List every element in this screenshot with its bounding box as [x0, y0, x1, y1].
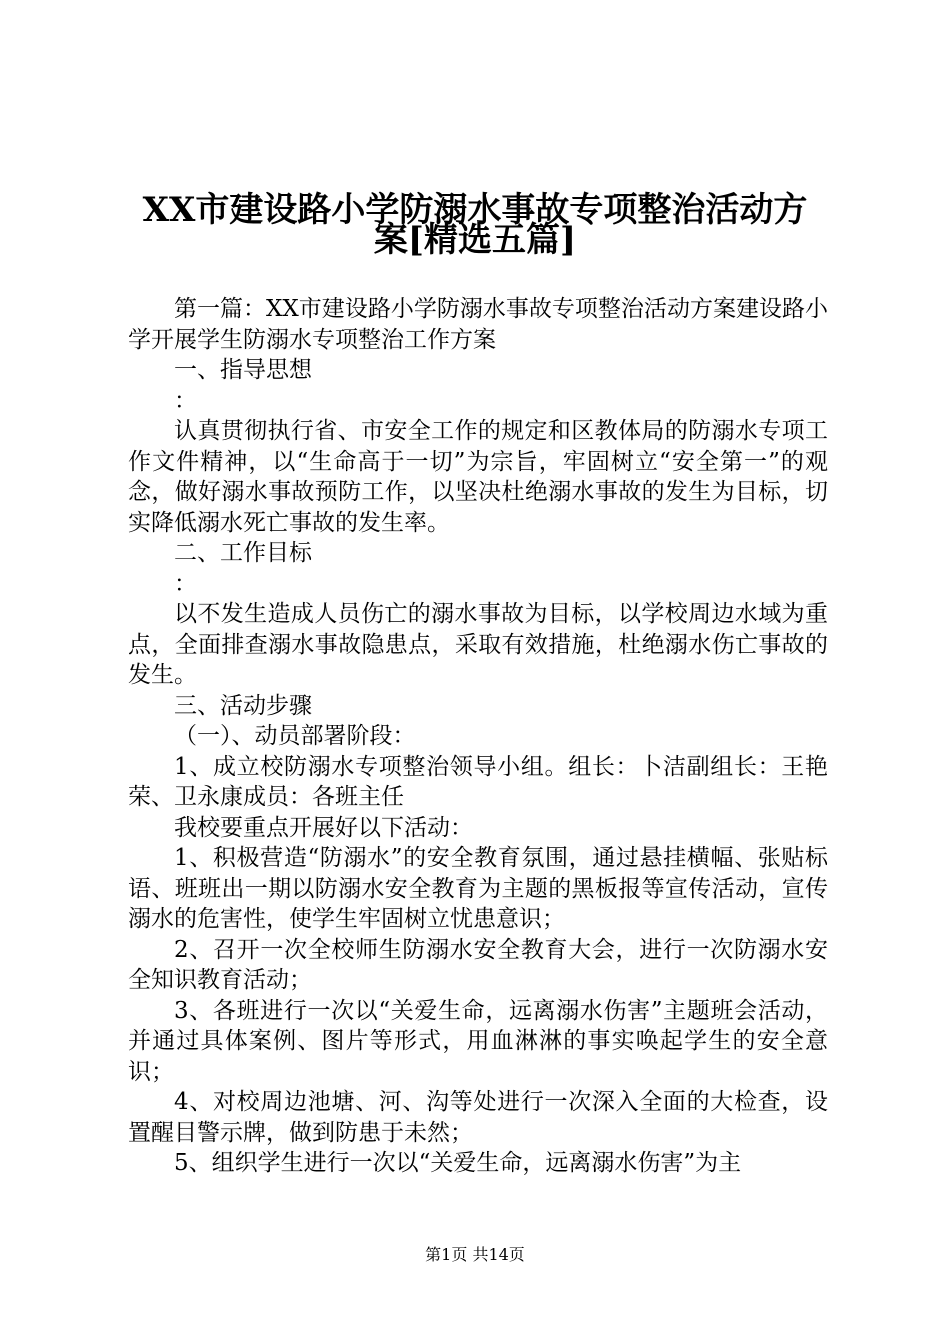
section-heading: 二、工作目标	[174, 540, 312, 566]
subsection-heading: （一）、动员部署阶段：	[174, 723, 416, 749]
paragraph: 认真贯彻执行省、市安全工作的规定和区教体局的防溺水专项工作文件精神，以“生命高于一切”为宗旨，牢固树立“安全第一”的观念，做好溺水事故预防工作，以坚决杜绝溺水事故的发生为目标，切实降低溺水死亡事故的发生率。	[128, 418, 828, 536]
colon-line: ：	[174, 570, 197, 597]
section-heading: 一、指导思想	[174, 357, 312, 383]
colon-line: ：	[174, 387, 197, 414]
paragraph: 以不发生造成人员伤亡的溺水事故为目标，以学校周边水域为重点，全面排查溺水事故隐患点，采取有效措施，杜绝溺水伤亡事故的发生。	[128, 601, 828, 688]
section-heading: 三、活动步骤	[174, 692, 312, 719]
paragraph: 第一篇：XX市建设路小学防溺水事故专项整治活动方案建设路小学开展学生防溺水专项整治工作方案	[128, 296, 828, 353]
list-item: 4、对校周边池塘、河、沟等处进行一次深入全面的大检查，设置醒目警示牌，做到防患于未然；	[128, 1089, 828, 1146]
paragraph: 我校要重点开展好以下活动：	[174, 814, 473, 841]
document-title-line-1: XX市建设路小学防溺水事故专项整治活动方	[142, 190, 808, 230]
list-item: 3、各班进行一次以“关爱生命，远离溺水伤害”主题班会活动，并通过具体案例、图片等形式，用血淋淋的事实唤起学生的安全意识；	[128, 997, 828, 1085]
list-item: 1、积极营造“防溺水”的安全教育氛围，通过悬挂横幅、张贴标语、班班出一期以防溺水安全教育为主题的黑板报等宣传活动，宣传溺水的危害性，使学生牢固树立忧患意识；	[128, 845, 828, 932]
list-item: 2、召开一次全校师生防溺水安全教育大会，进行一次防溺水安全知识教育活动；	[128, 936, 828, 993]
page-footer: 第1页 共14页	[425, 1245, 525, 1264]
document-title-line-2: 案[精选五篇]	[373, 220, 577, 260]
document-body	[128, 294, 828, 1179]
paragraph: 1、成立校防溺水专项整治领导小组。组长：卜洁副组长：王艳荣、卫永康成员：各班主任	[128, 753, 828, 810]
list-item: 5、组织学生进行一次以“关爱生命，远离溺水伤害”为主	[174, 1150, 742, 1176]
